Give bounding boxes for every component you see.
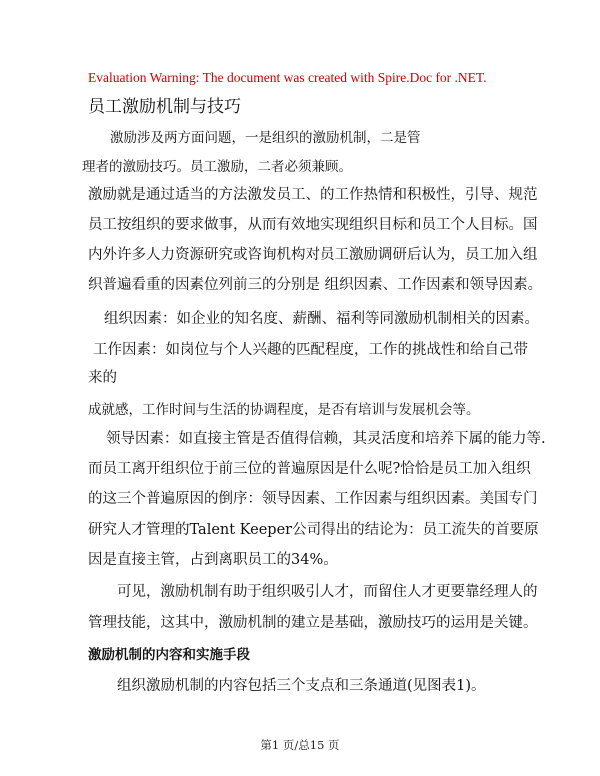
paragraph-line: 激励涉及两方面问题，一是组织的激励机制，二是管 — [110, 130, 421, 146]
paragraph-line: 员工按组织的要求做事，从而有效地实现组织目标和员工个人目标。国 — [88, 217, 538, 233]
paragraph-line: 内外许多人力资源研究或咨询机构对员工激励调研后认为，员工加入组 — [88, 247, 538, 263]
paragraph-line: 而员工离开组织位于前三位的普遍原因是什么呢?恰恰是员工加入组织 — [88, 461, 531, 477]
paragraph-line: 研究人才管理的Talent Keeper公司得出的结论为：员工流失的首要原 — [88, 522, 539, 538]
paragraph-line: 领导因素：如直接主管是否值得信赖，其灵活度和培养下属的能力等. — [106, 431, 546, 447]
paragraph-line: 激励就是通过适当的方法激发员工、的工作热情和积极性，引导、规范 — [88, 187, 538, 203]
paragraph-line: 组织激励机制的内容包括三个支点和三条通道(见图表1)。 — [117, 678, 486, 694]
document-title: 员工激励机制与技巧 — [88, 97, 241, 117]
paragraph-line: 来的 — [88, 370, 117, 386]
paragraph-line: 的这三个普遍原因的倒序：领导因素、工作因素与组织因素。美国专门 — [88, 491, 538, 507]
paragraph-line: 组织因素：如企业的知名度、薪酬、福利等同激励机制相关的因素。 — [104, 311, 539, 327]
paragraph-line: 因是直接主管，占到离职员工的34%。 — [88, 552, 338, 568]
paragraph-line: 成就感，工作时间与生活的协调程度，是否有培训与发展机会等。 — [88, 402, 480, 418]
paragraph-line: 织普遍看重的因素位列前三的分别是 组织因素、工作因素和领导因素。 — [88, 277, 543, 293]
paragraph-line: 管理技能，这其中，激励机制的建立是基础，激励技巧的运用是关键。 — [88, 615, 538, 631]
paragraph-line: 可见，激励机制有助于组织吸引人才，而留住人才更要靠经理人的 — [117, 584, 538, 600]
paragraph-line: 工作因素：如岗位与个人兴趣的匹配程度，工作的挑战性和给自己带 — [93, 342, 528, 358]
page-footer: 第1 页/总15 页 — [260, 738, 340, 752]
section-heading: 激励机制的内容和实施手段 — [88, 647, 250, 663]
evaluation-warning: Evaluation Warning: The document was created with Spire.Doc for .NET. — [88, 70, 487, 85]
paragraph-line: 理者的激励技巧。员工激励，二者必须兼顾。 — [82, 159, 352, 175]
